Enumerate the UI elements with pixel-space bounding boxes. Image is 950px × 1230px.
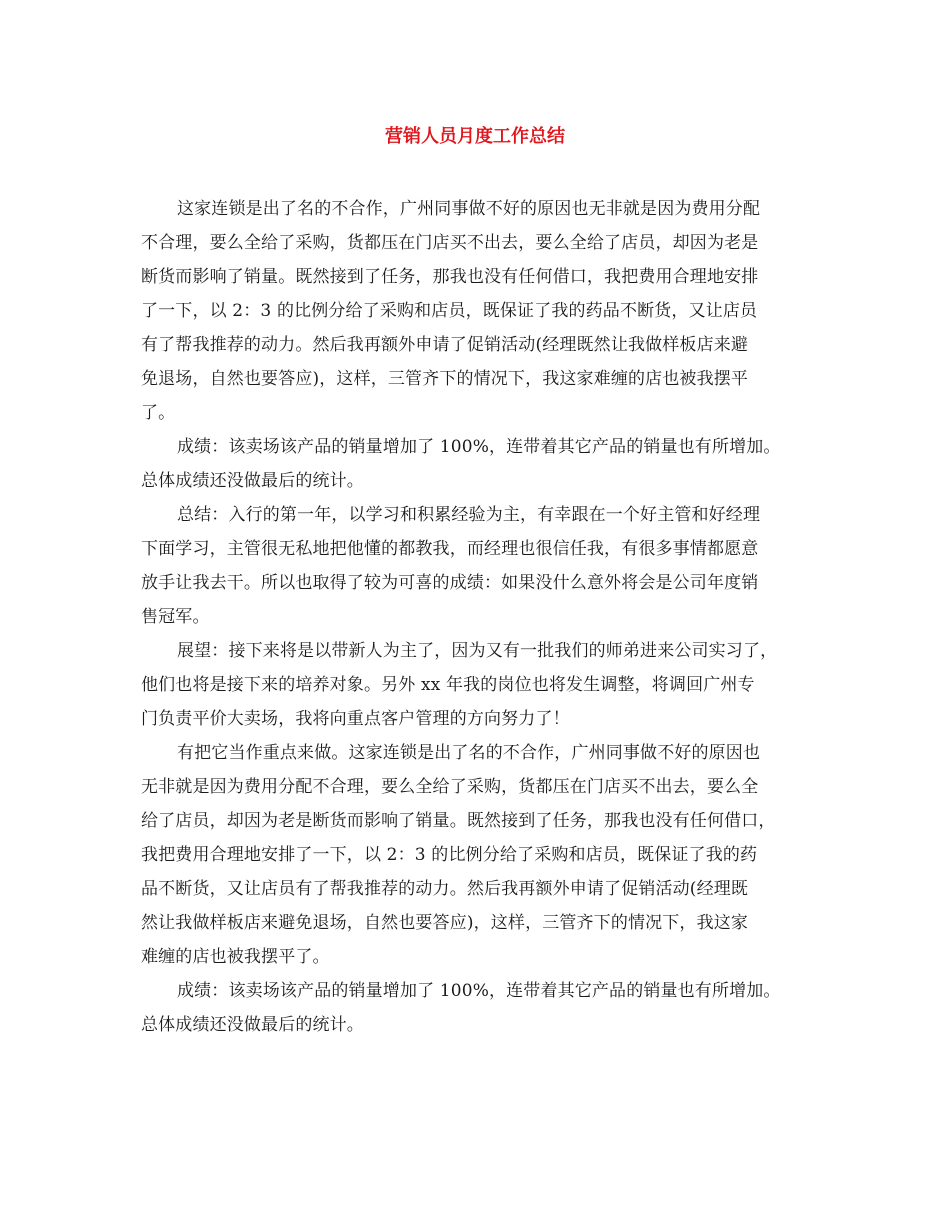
text-line: 放手让我去干。所以也取得了较为可喜的成绩：如果没什么意外将会是公司年度销 — [141, 573, 759, 593]
text-line: 成绩：该卖场该产品的销量增加了 100%，连带着其它产品的销量也有所增加。 — [177, 437, 781, 457]
text-line: 门负责平价大卖场，我将向重点客户管理的方向努力了！ — [141, 709, 570, 729]
text-line: 总体成绩还没做最后的统计。 — [141, 471, 364, 491]
document-body — [141, 192, 821, 1042]
text-line: 总体成绩还没做最后的统计。 — [141, 1015, 364, 1035]
text-line: 下面学习，主管很无私地把他懂的都教我，而经理也很信任我，有很多事情都愿意 — [141, 539, 759, 559]
paragraph-4 — [141, 634, 821, 736]
text-line: 这家连锁是出了名的不合作，广州同事做不好的原因也无非就是因为费用分配 — [177, 199, 761, 219]
text-line: 免退场，自然也要答应)，这样，三管齐下的情况下，我这家难缠的店也被我摆平 — [141, 369, 749, 389]
text-line: 品不断货，又让店员有了帮我推荐的动力。然后我再额外申请了促销活动(经理既 — [141, 879, 749, 899]
paragraph-1 — [141, 192, 821, 430]
text-line: 他们也将是接下来的培养对象。另外 xx 年我的岗位也将发生调整，将调回广州专 — [141, 675, 755, 695]
text-line: 总结：入行的第一年，以学习和积累经验为主，有幸跟在一个好主管和好经理 — [177, 505, 761, 525]
text-line: 了一下，以 2：3 的比例分给了采购和店员，既保证了我的药品不断货，又让店员 — [141, 301, 758, 321]
text-line: 售冠军。 — [141, 607, 210, 627]
text-line: 难缠的店也被我摆平了。 — [141, 947, 330, 967]
text-line: 成绩：该卖场该产品的销量增加了 100%，连带着其它产品的销量也有所增加。 — [177, 981, 781, 1001]
text-line: 有把它当作重点来做。这家连锁是出了名的不合作，广州同事做不好的原因也 — [177, 743, 761, 763]
text-line: 我把费用合理地安排了一下，以 2：3 的比例分给了采购和店员，既保证了我的药 — [141, 845, 758, 865]
text-line: 有了帮我推荐的动力。然后我再额外申请了促销活动(经理既然让我做样板店来避 — [141, 335, 749, 355]
page-title: 营销人员月度工作总结 — [385, 126, 565, 147]
text-line: 断货而影响了销量。既然接到了任务，那我也没有任何借口，我把费用合理地安排 — [141, 267, 759, 287]
paragraph-3 — [141, 498, 821, 634]
text-line: 给了店员，却因为老是断货而影响了销量。既然接到了任务，那我也没有任何借口， — [141, 811, 776, 831]
text-line: 展望：接下来将是以带新人为主了，因为又有一批我们的师弟进来公司实习了， — [177, 641, 778, 661]
text-line: 无非就是因为费用分配不合理，要么全给了采购，货都压在门店买不出去，要么全 — [141, 777, 759, 797]
text-line: 了。 — [141, 403, 176, 423]
text-line: 然让我做样板店来避免退场，自然也要答应)，这样，三管齐下的情况下，我这家 — [141, 913, 749, 933]
paragraph-6 — [141, 974, 821, 1042]
paragraph-2 — [141, 430, 821, 498]
paragraph-5 — [141, 736, 821, 974]
text-line: 不合理，要么全给了采购，货都压在门店买不出去，要么全给了店员，却因为老是 — [141, 233, 759, 253]
